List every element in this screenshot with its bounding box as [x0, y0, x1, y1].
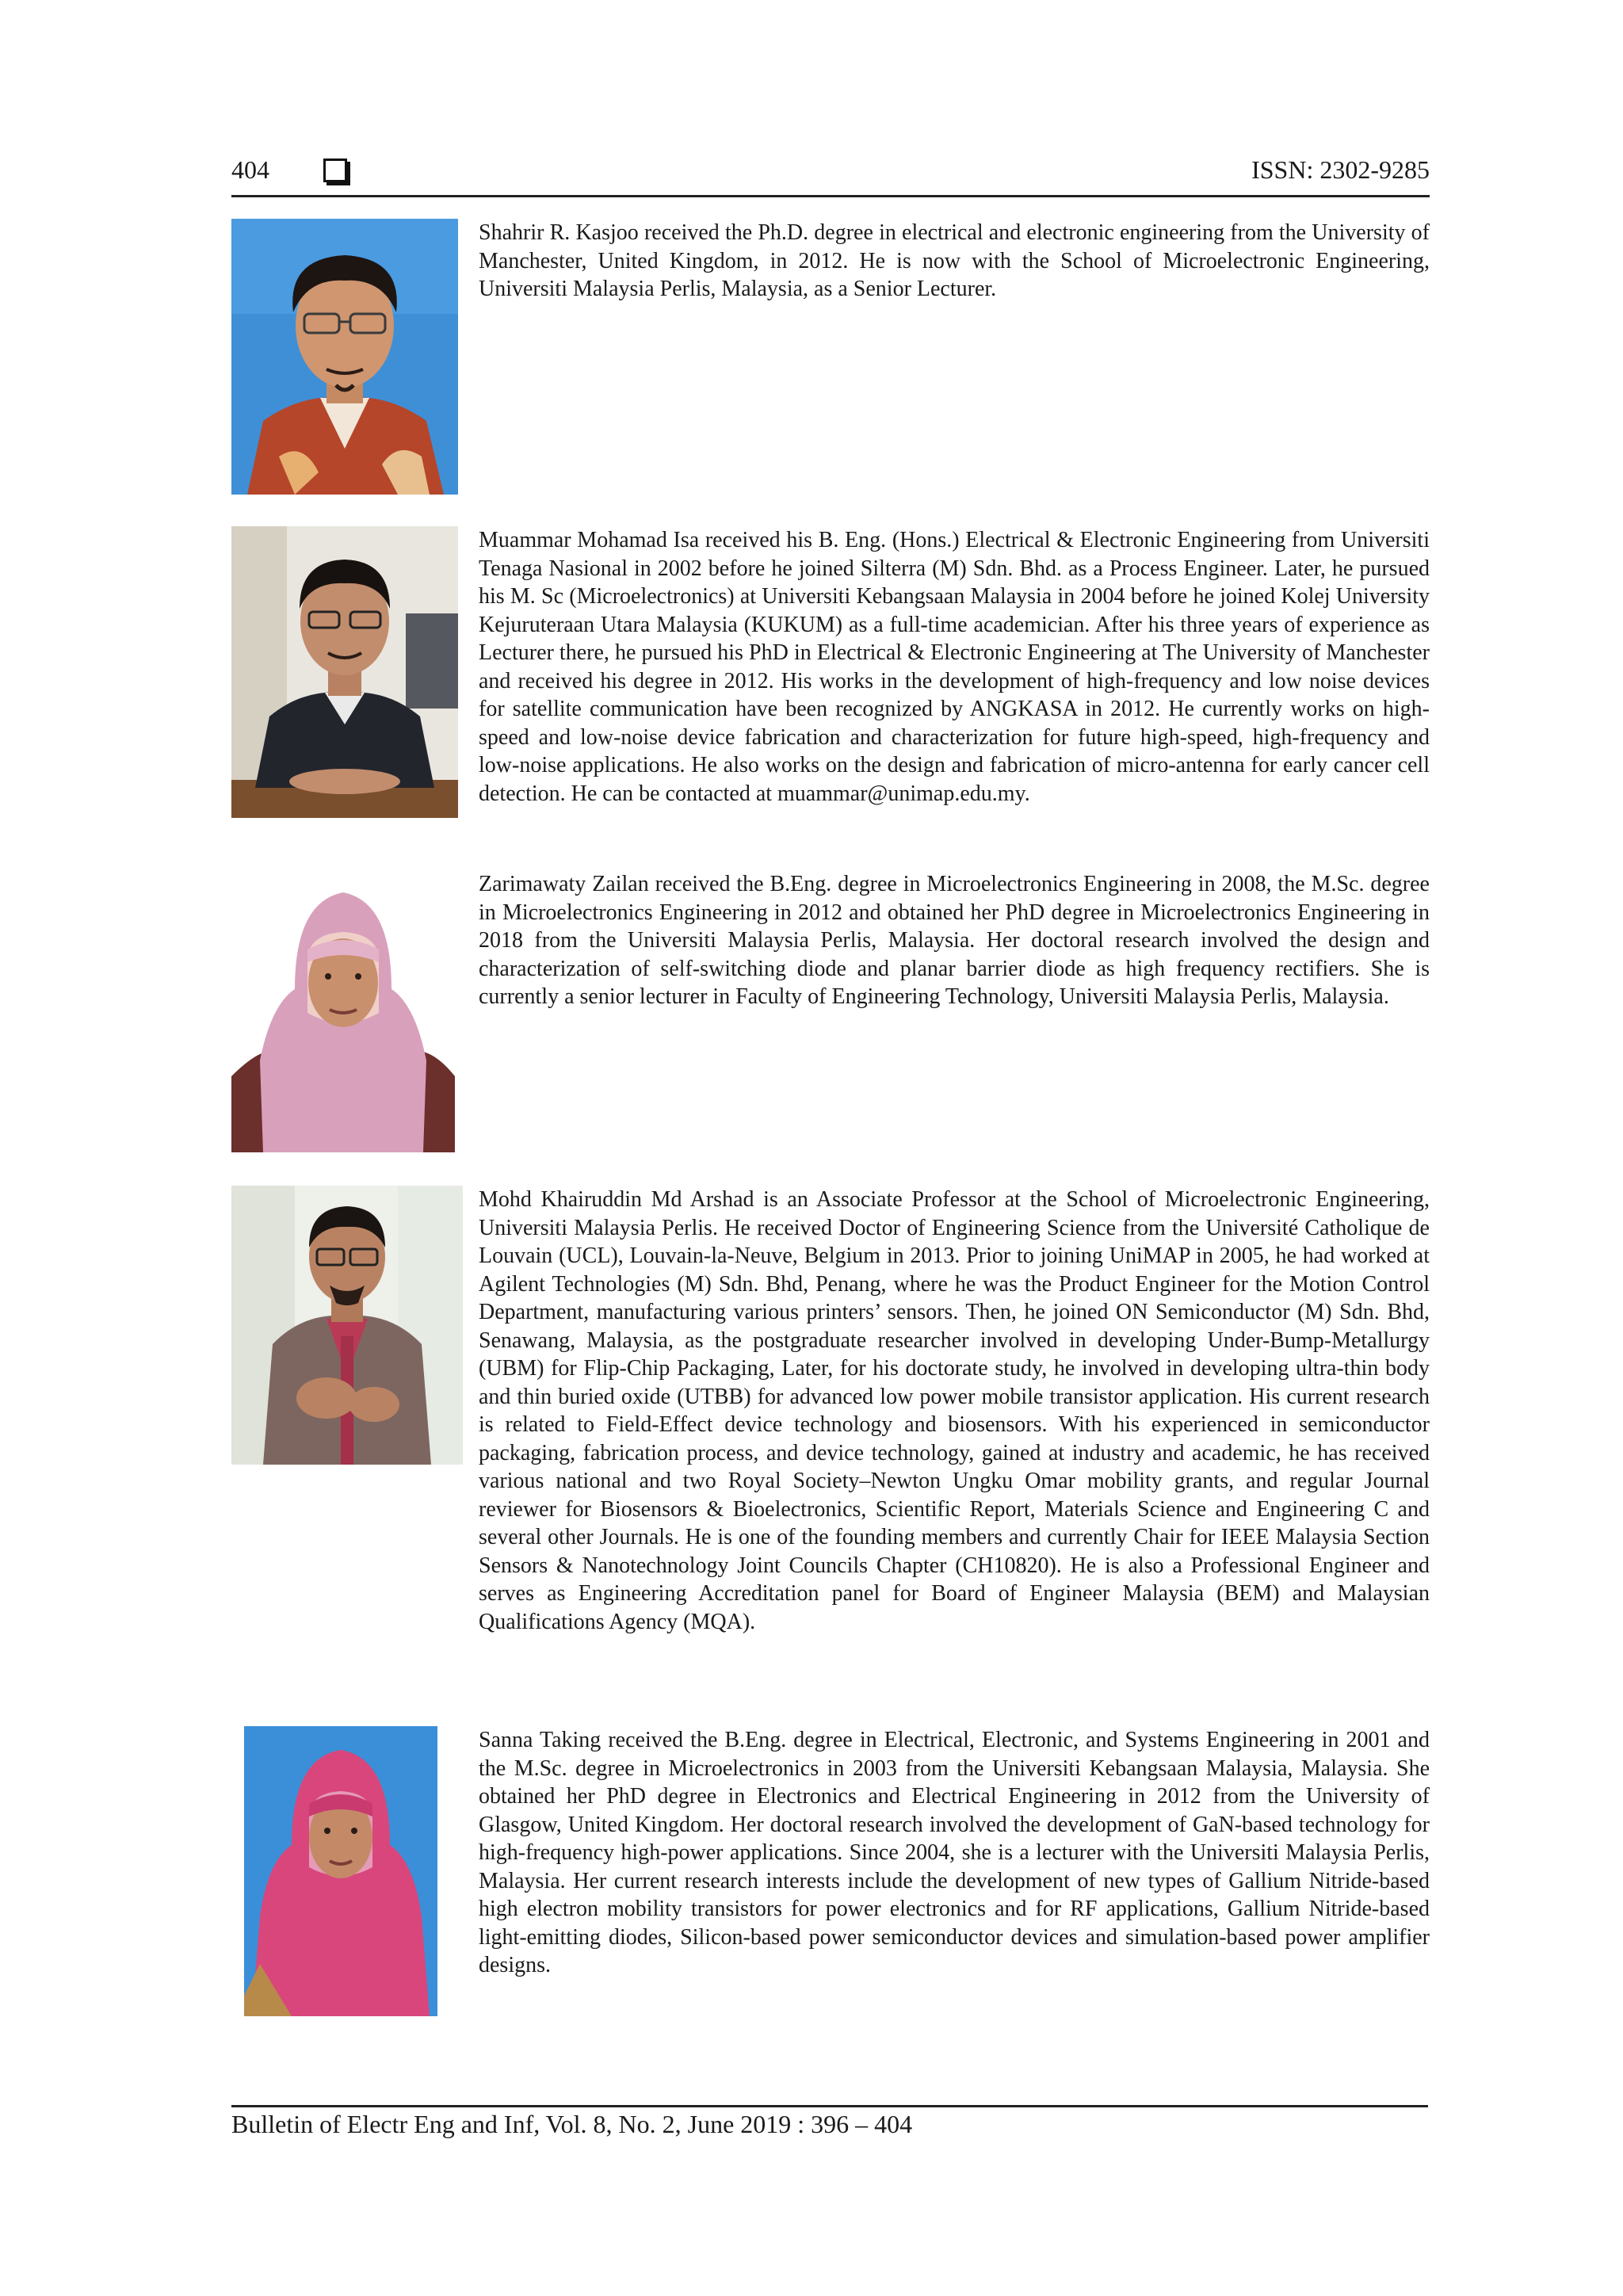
- author-bio-5: [231, 1726, 1436, 2016]
- author-photo-2: [231, 526, 458, 818]
- author-bio-4: [231, 1186, 1436, 1709]
- footer-citation: Bulletin of Electr Eng and Inf, Vol. 8, No. 2, June 2019 : 396 – 404: [231, 2110, 913, 2138]
- bio-text-2: Muammar Mohamad Isa received his B. Eng. (Hons.) Electrical & Electronic Engineering from Universiti Tenaga Nasional in 2002 before he joined Silterra (M) Sdn. Bhd. as a Process Engineer. Later, he pursued his M. Sc (Microelectronics) at Universiti Kebangsaan Malaysia in 2004 before he joined Kolej University Kejuruteraan Utara Malaysia (KUKUM) as a full-time academician. After his three years of experience as Lecturer there, he pursued his PhD in Electrical & Electronic Engineering at The University of Manchester and received his degree in 2012. His works in the development of high-frequency and low noise devices for satellite communication have been recognized by ANGKASA in 2012. He currently works on high-speed and low-noise device fabrication and characterization for future high-speed, high-frequency and low-noise applications. He also works on the design and fabrication of micro-antenna for early cancer cell detection. He can be contacted at muammar@unimap.edu.my.: [479, 528, 1430, 806]
- checkbox-square-icon: [323, 159, 347, 182]
- author-bio-2: [231, 526, 1436, 823]
- bio-text-4: Mohd Khairuddin Md Arshad is an Associate Professor at the School of Microelectronic Engineering, Universiti Malaysia Perlis. He received Doctor of Engineering Science from the Université Catholique de Louvain (UCL), Louvain-la-Neuve, Belgium in 2013. Prior to joining UniMAP in 2005, he had worked at Agilent Technologies (M) Sdn. Bhd, Penang, where he was the Product Engineer for the Motion Control Department, manufacturing various printers’ sensors. Then, he joined ON Semiconductor (M) Sdn. Bhd, Senawang, Malaysia, as the postgraduate researcher involved in developing Under-Bump-Metallurgy (UBM) for Flip-Chip Packaging, Later, for his doctorate study, he involved in developing ultra-thin body and thin buried oxide (UTBB) for advanced low power mobile transistor application. His current research is related to Field-Effect device technology and biosensors. With his experienced in semiconductor packaging, fabrication process, and device technology, gained at industry and academic, he has received various national and two Royal Society–Newton Ungku Omar mobility grants, and regular Journal reviewer for Biosensors & Bioelectronics, Scientific Report, Materials Science and Engineering C and several other Journals. He is one of the founding members and currently Chair for IEEE Malaysia Section Sensors & Nanotechnology Joint Councils Chapter (CH10820). He is also a Professional Engineer and serves as Engineering Accreditation panel for Board of Engineer Malaysia (BEM) and Malaysian Qualifications Agency (MQA).: [479, 1187, 1430, 1634]
- bio-text-3: Zarimawaty Zailan received the B.Eng. degree in Microelectronics Engineering in 2008, the M.Sc. degree in Microelectronics Engineering in 2012 and obtained her PhD degree in Microelectronics Engineering in 2018 from the Universiti Malaysia Perlis, Malaysia. Her doctoral research involved the design and characterization of self-switching diode and planar barrier diode as high frequency rectifiers. She is currently a senior lecturer in Faculty of Engineering Technology, Universiti Malaysia Perlis, Malaysia.: [479, 872, 1430, 1009]
- page-number: 404: [231, 155, 269, 184]
- bio-text-1: Shahrir R. Kasjoo received the Ph.D. degree in electrical and electronic engineering from the University of Manchester, United Kingdom, in 2012. He is now with the School of Microelectronic Engineering, Universiti Malaysia Perlis, Malaysia, as a Senior Lecturer.: [479, 220, 1430, 301]
- author-bio-1: [231, 219, 1436, 496]
- author-photo-1: [231, 219, 458, 495]
- bio-text-5: Sanna Taking received the B.Eng. degree in Electrical, Electronic, and Systems Engineering in 2001 and the M.Sc. degree in Microelectronics in 2003 from the Universiti Kebangsaan Malaysia, Malaysia. She obtained her PhD degree in Electronics and Electrical Engineering in 2012 from the University of Glasgow, United Kingdom. Her doctoral research involved the development of GaN-based technology for high-frequency high-power applications. Since 2004, she is a lecturer with the Universiti Malaysia Perlis, Malaysia. Her current research interests include the development of new types of Gallium Nitride-based high electron mobility transistors for power electronics and for RF applications, Gallium Nitride-based light-emitting diodes, Silicon-based power semiconductor devices and simulation-based power amplifier designs.: [479, 1728, 1430, 1977]
- author-photo-4: [231, 1186, 463, 1465]
- issn: ISSN: 2302-9285: [1251, 155, 1430, 184]
- page-header: [231, 151, 1430, 197]
- author-photo-3: [231, 870, 455, 1152]
- author-bio-3: [231, 870, 1436, 1152]
- author-photo-5: [244, 1726, 437, 2016]
- footer-rule: [231, 2105, 1428, 2107]
